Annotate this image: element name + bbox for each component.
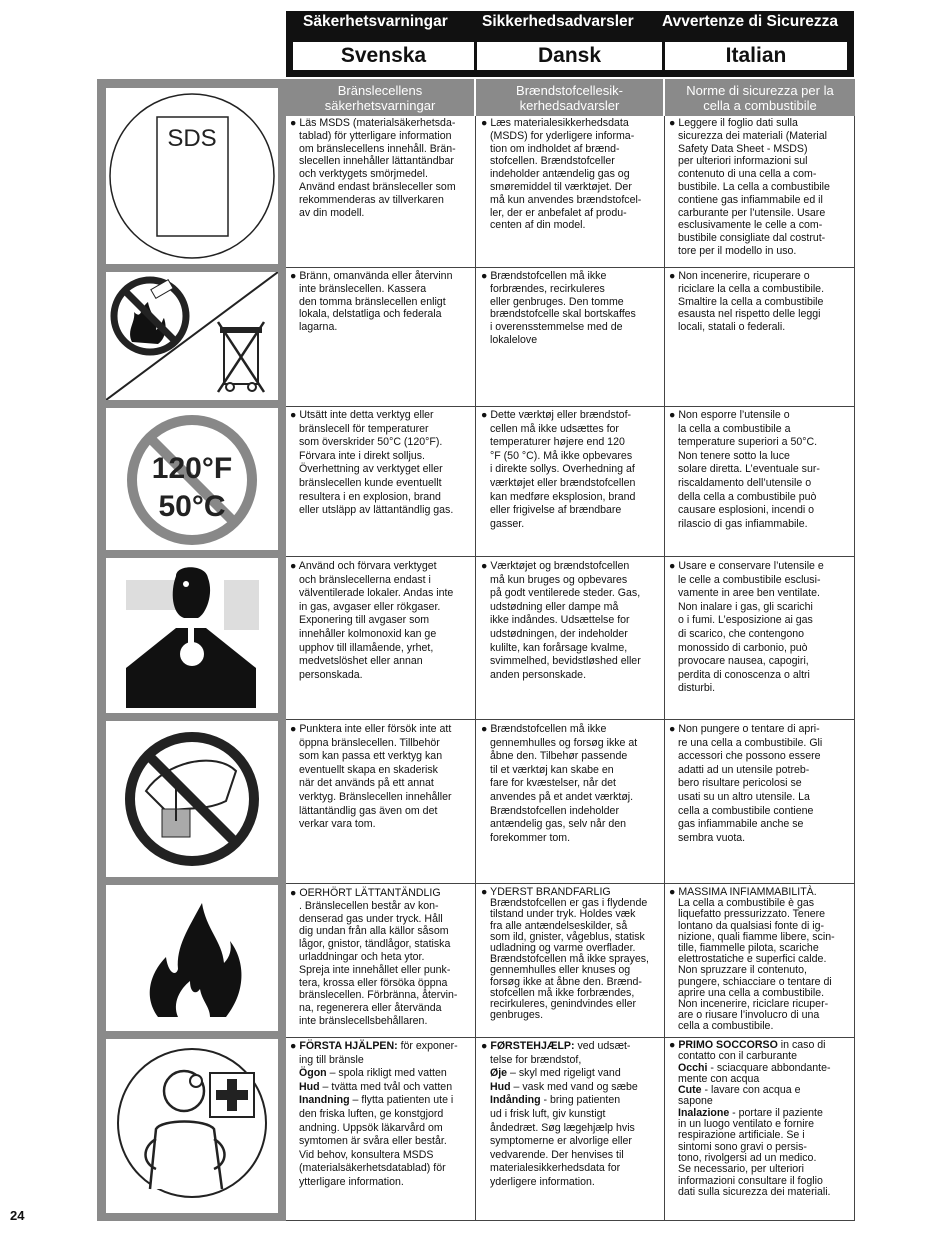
- flammable-flame-icon: [106, 885, 278, 1031]
- text-line: indeholder antændelig gas og: [490, 168, 630, 181]
- text-line: Använd endast bränsleceller som: [299, 180, 456, 193]
- text-line: til et værktøj kan skabe en: [490, 763, 614, 776]
- text-line: per ulteriori informazioni sul: [678, 155, 808, 168]
- text-line: yderligere information.: [490, 1175, 595, 1188]
- text-line: symtomen är svåra eller består.: [299, 1135, 447, 1148]
- column-divider: [664, 116, 665, 1220]
- text-line: Exponering till avgaser som: [299, 614, 430, 627]
- text-line: recirkuleres, genindvindes eller: [490, 998, 637, 1011]
- safety-text-it: [669, 560, 824, 696]
- text-line: eller utsläpp av lättantändlig gas.: [299, 504, 454, 517]
- safety-text-sv: [290, 723, 452, 832]
- text-line: rekommenderas av tillverkaren: [299, 193, 444, 206]
- text-line: tablad) för ytterligare information: [299, 129, 452, 142]
- text-line: tille, fiammelle pilota, scariche: [678, 942, 819, 955]
- ventilation-fumes-icon: [106, 558, 278, 713]
- text-line: rilascio di gas infiammabile.: [678, 517, 808, 530]
- text-line: forsøg ikke at åbne den. Brænd-: [490, 975, 642, 988]
- text-line: sintomi sono gravi o persis-: [678, 1140, 807, 1153]
- text-line: eller frigivelse af brændbare: [490, 504, 622, 517]
- text-line: åbne den. Tilbehør passende: [490, 750, 628, 763]
- text-line: som ild, gnister, vågeblus, statisk: [490, 930, 645, 943]
- svg-text:50°C: 50°C: [158, 490, 226, 523]
- text-line: gennemhulles og forsøg ikke at: [490, 736, 638, 749]
- safety-text-da: [481, 723, 637, 845]
- text-line: ler, der er anbefalet af produ-: [490, 206, 627, 219]
- text-line: respirazione artificiale. Se i: [678, 1129, 805, 1142]
- text-line: innehåller kolmonoxid kan ge: [299, 627, 437, 640]
- text-line: Hud – vask med vand og sæbe: [490, 1080, 638, 1093]
- text-line: usati su un altro utensile. La: [678, 790, 810, 803]
- text-line: gasser.: [490, 517, 525, 530]
- icon-row-separator: [97, 1031, 286, 1039]
- text-line: bränslecell för temperaturer: [299, 422, 429, 435]
- text-line: lättantändlig gas även om det: [299, 804, 438, 817]
- text-line: causare esplosioni, incendi o: [678, 504, 815, 517]
- text-line: tore per il modello in uso.: [678, 244, 797, 257]
- text-line: ● FØRSTEHJÆLP: ved udsæt-: [481, 1040, 631, 1052]
- icon-frame-left: [97, 79, 106, 1221]
- safety-text-sv: [290, 560, 453, 682]
- text-line: lokalelove: [490, 333, 538, 346]
- table-border-bottom: [286, 1220, 855, 1221]
- text-line: ● Læs materialesikkerhedsdata: [481, 117, 629, 129]
- text-line: Brændstofcellen må ikke sprayes,: [490, 953, 649, 966]
- icon-frame-bottom: [97, 1213, 286, 1221]
- safety-text-it: [669, 270, 824, 334]
- text-line: personskada.: [299, 668, 363, 681]
- page-number: 24: [10, 1208, 25, 1223]
- text-line: ● Non incenerire, ricuperare o: [669, 270, 810, 282]
- text-line: contenuto di una cella a com-: [678, 168, 817, 181]
- text-line: le celle a combustibile esclusi-: [678, 573, 821, 586]
- text-line: elettrostatiche e superfici calde.: [678, 953, 827, 966]
- text-line: lagarna.: [299, 321, 338, 334]
- text-line: carburante per l’utensile. Usare: [678, 206, 826, 219]
- text-line: ● Brændstofcellen må ikke: [481, 723, 607, 735]
- text-line: monossido di carbonio, può: [678, 641, 808, 654]
- text-line: i direkte sollys. Overhedning af: [490, 463, 635, 476]
- text-line: den friska luften, ge konstgjord: [299, 1107, 444, 1120]
- text-line: på godt ventilerede steder. Gas,: [490, 587, 641, 600]
- text-line: eller genbruges. Den tomme: [490, 295, 624, 308]
- row-divider: [286, 556, 855, 557]
- text-line: telse for brændstof,: [490, 1053, 582, 1066]
- text-line: Non inalare i gas, gli scarichi: [678, 600, 813, 613]
- safety-text-sv: [290, 409, 453, 518]
- text-line: ● Punktera inte eller försök inte att: [290, 723, 452, 735]
- text-line: Överhettning av verktyget eller: [299, 463, 443, 476]
- text-line: are o riusare l’involucro di una: [678, 1009, 820, 1022]
- header-title-sv: Säkerhetsvarningar: [303, 13, 448, 30]
- text-line: inte bränslecellsbehållaren.: [299, 1014, 428, 1027]
- text-line: ● PRIMO SOCCORSO in caso di: [669, 1039, 826, 1051]
- text-line: tilstand under tryk. Holdes væk: [490, 908, 636, 921]
- row-divider: [286, 406, 855, 407]
- safety-text-sv: [290, 887, 457, 1028]
- text-line: forbrændes, recirkuleres: [490, 282, 605, 295]
- row-divider: [286, 883, 855, 884]
- safety-text-sv: [290, 1040, 458, 1190]
- icon-row-separator: [97, 550, 286, 558]
- text-line: ● Non pungere o tentare di apri-: [669, 723, 820, 735]
- text-line: La cella a combustibile è gas: [678, 897, 815, 910]
- text-line: re una cella a combustibile. Gli: [678, 736, 823, 749]
- text-line: Non incenerire, riciclare ricuper-: [678, 998, 829, 1011]
- text-line: Safety Data Sheet - MSDS): [678, 142, 808, 155]
- text-line: öppna bränslecellen. Tillbehör: [299, 736, 440, 749]
- text-line: eventuellt skapa en skaderisk: [299, 763, 438, 776]
- text-line: gennemhulles eller knuses og: [490, 964, 631, 977]
- no-puncture-icon: [106, 721, 278, 877]
- text-line: adatti ad un utensile potreb-: [678, 763, 810, 776]
- text-line: riciclare la cella a combustibile.: [678, 282, 825, 295]
- sds-document-icon: [106, 88, 278, 264]
- text-line: cella a combustibile contiene: [678, 804, 814, 817]
- text-line: lågor, gnistor, tändlågor, statiska: [299, 938, 451, 951]
- text-line: bränslecellen. Förbränna, återvin-: [299, 989, 458, 1002]
- text-line: må kun anvendes brændstofcel-: [490, 193, 642, 206]
- text-line: dati sulla sicurezza dei materiali.: [678, 1185, 831, 1198]
- text-line: andning. Uppsök läkarvård om: [299, 1121, 443, 1134]
- text-line: Förvara inte i direkt solljus.: [299, 449, 425, 462]
- column-divider: [475, 116, 476, 1220]
- text-line: in gas, avgaser eller rökgaser.: [299, 600, 441, 613]
- text-line: . Bränslecellen består av kon-: [299, 899, 439, 912]
- text-line: temperature superiori a 50°C.: [678, 436, 818, 449]
- text-line: cella a combustibile.: [678, 1020, 774, 1033]
- text-line: udstødningen, der indeholder: [490, 627, 628, 640]
- text-line: Ögon – spola rikligt med vatten: [299, 1067, 447, 1080]
- text-line: bustibile. La cella a combustibile: [678, 180, 830, 193]
- safety-text-it: [669, 117, 830, 258]
- text-line: ● Läs MSDS (materialsäkerhetsda-: [290, 117, 456, 129]
- temperature-limit-icon: [106, 408, 278, 550]
- text-line: sembra vuota.: [678, 831, 746, 844]
- text-line: riscaldamento dell’utensile o: [678, 476, 812, 489]
- text-line: Spreja inte innehållet eller punk-: [299, 963, 451, 976]
- text-line: av din modell.: [299, 206, 365, 219]
- text-line: °F (50 °C). Må ikke opbevares: [490, 449, 633, 462]
- text-line: aprire una cella a combustibile.: [678, 986, 825, 999]
- text-line: la cella a combustibile a: [678, 422, 791, 435]
- header-title-da: Sikkerhedsadvarsler: [482, 13, 634, 30]
- text-line: ● Non esporre l’utensile o: [669, 409, 790, 421]
- text-line: ● MASSIMA INFIAMMABILITÀ.: [669, 886, 817, 898]
- text-line: vedvarende. Der henvises til: [490, 1148, 624, 1161]
- text-line: och verktygets smörjmedel.: [299, 168, 428, 181]
- text-line: pungere, schiacciare o tentare di: [678, 975, 832, 988]
- text-line: Hud – tvätta med tvål och vatten: [299, 1080, 453, 1093]
- text-line: di scarico, che contengono: [678, 627, 805, 640]
- text-line: disturbi.: [678, 682, 716, 695]
- text-line: esclusivamente le celle a com-: [678, 219, 823, 232]
- table-border-right: [854, 116, 855, 1220]
- text-line: Brændstofcellen er gas i flydende: [490, 897, 648, 910]
- text-line: verktyg. Bränslecellen innehåller: [299, 790, 452, 803]
- text-line: esausta nel rispetto delle leggi: [678, 308, 821, 321]
- text-line: brændstofcelle skal bortskaffes: [490, 308, 636, 321]
- text-line: sapone: [678, 1095, 713, 1108]
- text-line: mente con acqua: [678, 1072, 760, 1085]
- text-line: Vid behov, konsultera MSDS: [299, 1148, 434, 1161]
- text-line: inte bränslecellen. Kassera: [299, 282, 427, 295]
- icon-row-separator: [97, 264, 286, 272]
- text-line: ● Bränn, omanvända eller återvinn: [290, 270, 453, 282]
- text-line: Øje – skyl med rigeligt vand: [490, 1067, 621, 1080]
- text-line: tera, krossa eller försöka öppna: [299, 976, 448, 989]
- header-title-it: Avvertenze di Sicurezza: [662, 13, 839, 30]
- svg-text:120°F: 120°F: [151, 452, 233, 485]
- first-aid-icon: [106, 1039, 278, 1213]
- text-line: och bränslecellerna endast i: [299, 573, 431, 586]
- text-line: contiene gas infiammabile ed il: [678, 193, 823, 206]
- safety-text-da: [481, 560, 641, 682]
- text-line: bero risultare pericolosi se: [678, 777, 802, 790]
- safety-text-da: [481, 887, 649, 1021]
- text-line: som kan passa ett verktyg kan: [299, 750, 443, 763]
- text-line: Occhi - sciacquare abbondante-: [678, 1061, 831, 1074]
- safety-text-da: [481, 1040, 638, 1190]
- text-line: della cella a combustibile può: [678, 490, 817, 503]
- text-line: bustibile consigliate dal costrut-: [678, 232, 826, 245]
- text-line: ● Værktøjet og brændstofcellen: [481, 560, 630, 572]
- text-line: fare for kvæstelser, når det: [490, 777, 617, 790]
- text-line: Smaltire la cella a combustibile: [678, 295, 824, 308]
- text-line: vamente in aree ben ventilate.: [678, 587, 820, 600]
- text-line: materialesikkerhedsdata for: [490, 1162, 621, 1175]
- text-line: Cute - lavare con acqua e: [678, 1084, 801, 1097]
- text-line: locali, statali o federali.: [678, 321, 786, 334]
- text-line: (MSDS) for yderligere informa-: [490, 129, 635, 142]
- icon-row-separator: [97, 400, 286, 408]
- safety-text-sv: [290, 117, 456, 219]
- text-line: solare diretta. L’eventuale sur-: [678, 463, 820, 476]
- text-line: ytterligare information.: [299, 1175, 404, 1188]
- row-divider: [286, 1037, 855, 1038]
- text-line: perdita di conoscenza o altri: [678, 668, 810, 681]
- text-line: Brændstofcellen indeholder: [490, 804, 619, 817]
- text-line: stofcellen må ikke forbrændes,: [490, 986, 635, 999]
- language-svenska: Svenska: [293, 42, 474, 70]
- text-line: upphov till illamående, yrhet,: [299, 641, 434, 654]
- text-line: åndedræt. Søg lægehjælp hvis: [490, 1121, 635, 1134]
- safety-text-da: [481, 117, 641, 232]
- text-line: temperaturer højere end 120: [490, 436, 625, 449]
- icon-frame-top: [97, 79, 286, 88]
- text-line: ikke indåndes. Udsættelse for: [490, 614, 630, 627]
- text-line: kan medføre eksplosion, brand: [490, 490, 636, 503]
- text-line: tono, rivolgersi ad un medico.: [678, 1151, 817, 1164]
- header-bar: [286, 11, 854, 77]
- text-line: cellen må ikke udsættes for: [490, 422, 619, 435]
- text-line: ● Brændstofcellen må ikke: [481, 270, 607, 282]
- text-line: udladning og varme overflader.: [490, 942, 636, 955]
- text-line: som överskrider 50°C (120°F).: [299, 436, 443, 449]
- column-header-sv: Bränslecellens säkerhetsvarningar: [286, 79, 474, 116]
- text-line: välventilerade lokaler. Andas inte: [299, 587, 454, 600]
- text-line: ● YDERST BRANDFARLIG: [481, 886, 611, 898]
- safety-text-it: [669, 409, 820, 531]
- text-line: symptomerne er alvorlige eller: [490, 1135, 632, 1148]
- text-line: ing till bränsle: [299, 1053, 364, 1066]
- text-line: Inandning – flyttа patienten ute i: [299, 1094, 454, 1107]
- safety-text-da: [481, 270, 636, 347]
- text-line: dig undan från alla källor såsom: [299, 925, 449, 938]
- text-line: lontano da qualsiasi fonte di ig-: [678, 919, 825, 932]
- text-line: sicurezza dei materiali (Material: [678, 129, 827, 142]
- text-line: kulilte, kan forårsage kvalme,: [490, 641, 628, 654]
- text-line: svimmelhed, bevidstløshed eller: [490, 655, 641, 668]
- text-line: när det används på ett annat: [299, 777, 434, 790]
- text-line: denserad gas under tryck. Håll: [299, 912, 443, 925]
- language-italian: Italian: [665, 42, 847, 70]
- text-line: ● Använd och förvara verktyget: [290, 560, 437, 572]
- column-header-it: Norme di sicurezza per la cella a combustibile: [665, 79, 855, 116]
- text-line: Non spruzzare il contenuto,: [678, 964, 807, 977]
- safety-text-it: [669, 1040, 831, 1198]
- text-line: den tomma bränslecellen enligt: [299, 295, 446, 308]
- safety-text-da: [481, 409, 635, 531]
- text-line: resultera i en explosion, brand: [299, 490, 441, 503]
- text-line: liquefatto pressurizzato. Tenere: [678, 908, 826, 921]
- text-line: udstødning eller dampe må: [490, 600, 619, 613]
- svg-text:SDS: SDS: [167, 125, 217, 152]
- text-line: Se necessario, per ulteriori: [678, 1163, 805, 1176]
- text-line: fra alle antændelseskilder, så: [490, 919, 628, 932]
- icon-row-separator: [97, 713, 286, 721]
- text-line: in un luogo ventilato e fornire: [678, 1118, 815, 1131]
- text-line: forekommer tom.: [490, 831, 571, 844]
- text-line: urladdningar och heta ytor.: [299, 950, 425, 963]
- text-line: (materialsäkerhetsdatablad) för: [299, 1162, 446, 1175]
- text-line: contatto con il carburante: [678, 1050, 797, 1063]
- text-line: ud i frisk luft, giv kunstigt: [490, 1107, 606, 1120]
- text-line: gas infiammabile anche se: [678, 818, 804, 831]
- text-line: informazioni consultare il foglio: [678, 1174, 823, 1187]
- icon-row-separator: [97, 877, 286, 885]
- text-line: antændelig gas, selv når den: [490, 818, 627, 831]
- text-line: værktøjet eller brændstofcellen: [490, 476, 636, 489]
- text-line: ● Leggere il foglio dati sulla: [669, 117, 798, 129]
- text-line: slecellen innehåller lättantändbar: [299, 155, 454, 168]
- no-burn-recycle-icon: [106, 272, 278, 400]
- text-line: Inalazione - portare il paziente: [678, 1106, 823, 1119]
- text-line: provocare nausea, capogiri,: [678, 655, 809, 668]
- text-line: genbruges.: [490, 1009, 544, 1022]
- text-line: anden personskade.: [490, 668, 587, 681]
- text-line: Non tenere sotto la luce: [678, 449, 790, 462]
- icon-frame-right: [278, 79, 286, 1221]
- text-line: smøremiddel til værktøjet. Der: [490, 180, 632, 193]
- text-line: lokala, delstatliga och federala: [299, 308, 442, 321]
- row-divider: [286, 719, 855, 720]
- column-header-da: Brændstofcellesik- kerhedsadvarsler: [476, 79, 663, 116]
- language-dansk: Dansk: [477, 42, 662, 70]
- safety-text-it: [669, 887, 835, 1033]
- text-line: bränslecellen kunde eventuellt: [299, 476, 442, 489]
- text-line: centen af din model.: [490, 219, 586, 232]
- safety-text-sv: [290, 270, 452, 334]
- text-line: tion om indholdet af brænd-: [490, 142, 620, 155]
- text-line: accessori che possono essere: [678, 750, 821, 763]
- text-line: ● Usare e conservare l’utensile e: [669, 560, 824, 572]
- text-line: anvendes på et andet værktøj.: [490, 790, 634, 803]
- text-line: stofcellen. Brændstofceller: [490, 155, 615, 168]
- text-line: verkar vara tom.: [299, 818, 376, 831]
- text-line: om bränslecellens innehåll. Brän-: [299, 142, 456, 155]
- text-line: o i fumi. L’esposizione ai gas: [678, 614, 813, 627]
- text-line: Indånding - bring patienten: [490, 1094, 621, 1107]
- text-line: må kun bruges og opbevares: [490, 573, 628, 586]
- text-line: ● OERHÖRT LÄTTANTÄNDLIG: [290, 887, 441, 899]
- text-line: ● FÖRSTA HJÄLPEN: för exponer-: [290, 1040, 458, 1052]
- safety-text-it: [669, 723, 822, 845]
- text-line: medvetslöshet eller annan: [299, 655, 423, 668]
- text-line: nizione, quali fiamme libere, scin-: [678, 930, 835, 943]
- row-divider: [286, 267, 855, 268]
- text-line: na, regenerera eller återvända: [299, 1002, 442, 1015]
- text-line: ● Utsätt inte detta verktyg eller: [290, 409, 434, 421]
- text-line: i overensstemmelse med de: [490, 321, 623, 334]
- text-line: ● Dette værktøj eller brændstof-: [481, 409, 632, 421]
